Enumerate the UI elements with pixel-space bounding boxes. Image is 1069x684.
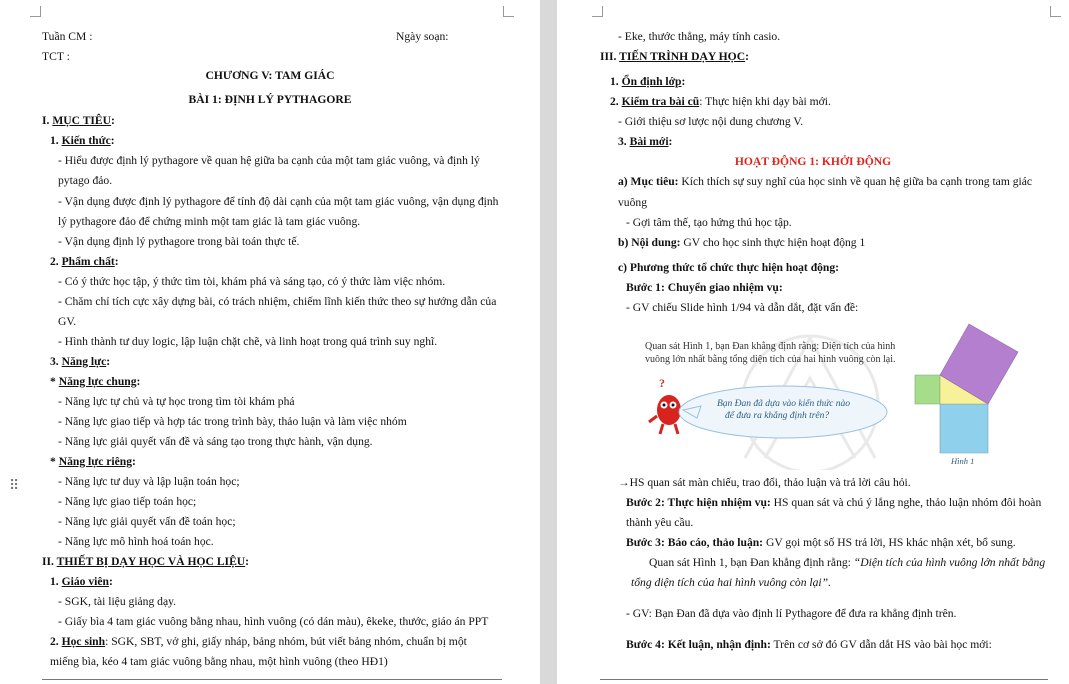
square-bottom xyxy=(940,404,988,453)
heading-nang-luc-rieng: * Năng lực riêng: xyxy=(50,455,136,468)
section-muc-tieu: I. MỤC TIÊU: xyxy=(42,114,115,127)
kien-thuc-item-2-cont: lý pythagore đảo để chứng minh một tam giác là tam giác vuông. xyxy=(58,215,361,228)
phuong-thuc-heading: c) Phương thức tổ chức thực hiện hoạt động: xyxy=(618,261,840,274)
heading-kiem-tra-bai-cu: 2. Kiểm tra bài cũ: Thực hiện khi dạy bài mới. xyxy=(610,95,831,108)
nang-luc-chung-item-3: - Năng lực giải quyết vấn đề và sáng tạo trong thực hành, vận dụng. xyxy=(58,435,373,448)
hoc-sinh-line-1: 2. Học sinh: SGK, SBT, vở ghi, giấy nháp, bảng nhóm, bút viết bảng nhóm, chuẩn bị một xyxy=(50,635,467,648)
giao-vien-item-2: - Giấy bìa 4 tam giác vuông bằng nhau, hình vuông (có dán màu), êkeke, thước, giáo án PPT xyxy=(58,615,489,628)
nang-luc-chung-item-1: - Năng lực tự chủ và tự học trong tìm tòi khám phá xyxy=(58,395,295,408)
nang-luc-chung-item-2: - Năng lực giao tiếp và hợp tác trong trình bày, thảo luận và làm việc nhóm xyxy=(58,415,407,428)
heading-pham-chat: 2. Phẩm chất: xyxy=(50,255,119,268)
figure-text-line-1: Quan sát Hình 1, bạn Đan khẳng định rằng: Diện tích của hình xyxy=(645,341,896,352)
heading-bai-moi: 3. Bài mới: xyxy=(618,135,673,148)
buoc-2-line: Bước 2: Thực hiện nhiệm vụ: HS quan sát và chú ý lắng nghe, thảo luận nhóm đôi hoàn xyxy=(626,496,1042,509)
ngay-soan-label: Ngày soạn: xyxy=(396,30,449,43)
square-left xyxy=(915,375,940,404)
heading-nang-luc-chung: * Năng lực chung: xyxy=(50,375,141,388)
muc-tieu-line-cont: vuông xyxy=(618,196,647,209)
footer-rule xyxy=(600,679,1048,680)
buoc-3-line: Bước 3: Báo cáo, thảo luận: GV gọi một số HS trả lời, HS khác nhận xét, bổ sung. xyxy=(626,536,1016,549)
gv-chieu-line: - GV chiếu Slide hình 1/94 và dẫn dắt, đặt vấn đề: xyxy=(626,301,859,314)
nang-luc-rieng-item-1: - Năng lực tư duy và lập luận toán học; xyxy=(58,475,240,488)
question-mark-text: ? xyxy=(659,376,665,390)
noi-dung-line: b) Nội dung: GV cho học sinh thực hiện hoạt động 1 xyxy=(618,236,866,249)
section-thiet-bi: II. THIẾT BỊ DẠY HỌC VÀ HỌC LIỆU: xyxy=(42,555,250,568)
buoc-3-quote-line-1: Quan sát Hình 1, bạn Đan khẳng định rằng: “Diện tích của hình vuông lớn nhất bằng xyxy=(649,556,1046,569)
buoc-3-quote-line-2: tổng diện tích của hai hình vuông còn lại”. xyxy=(631,576,831,589)
gv-note-line: - GV: Bạn Đan đã dựa vào định lí Pythagore để đưa ra khẳng định trên. xyxy=(626,607,957,620)
activity-1-title: HOẠT ĐỘNG 1: KHỞI ĐỘNG xyxy=(734,155,892,168)
kien-thuc-item-2: - Vận dụng được định lý pythagore để tính độ dài cạnh của một tam giác vuông, vận dụng định xyxy=(58,195,499,208)
giao-vien-item-1: - SGK, tài liệu giảng dạy. xyxy=(58,595,177,608)
pham-chat-item-2: - Chăm chỉ tích cực xây dựng bài, có trách nhiệm, chiếm lĩnh kiến thức theo sự hướng dẫn của xyxy=(58,295,497,308)
page-gap xyxy=(540,0,557,684)
crop-mark-top-left xyxy=(592,6,603,17)
buoc-4-line: Bước 4: Kết luận, nhận định: Trên cơ sở đó GV dẫn dắt HS vào bài học mới: xyxy=(626,638,992,651)
nang-luc-rieng-item-2: - Năng lực giao tiếp toán học; xyxy=(58,495,197,508)
heading-kien-thuc: 1. Kiến thức: xyxy=(50,134,115,147)
buoc-2-line-cont: thành yêu cầu. xyxy=(626,516,694,529)
hoc-sinh-line-2: miếng bìa, kéo 4 tam giác vuông bằng nhau, một hình vuông (theo HĐ1) xyxy=(50,655,388,668)
kien-thuc-item-3: - Vận dụng định lý pythagore trong bài toán thực tế. xyxy=(58,235,300,248)
heading-nang-luc: 3. Năng lực: xyxy=(50,355,111,368)
drag-handle-icon[interactable]: ⠿ xyxy=(9,478,20,494)
section-tien-trinh: III. TIẾN TRÌNH DẠY HỌC: xyxy=(600,50,749,63)
slide-figure xyxy=(635,318,1025,470)
figure-text-line-2: vuông lớn nhất bằng tổng diện tích của hai hình vuông còn lại. xyxy=(645,354,896,365)
hs-observe-line: →HS quan sát màn chiếu, trao đổi, thảo luận và trả lời câu hỏi. xyxy=(618,476,911,489)
tct-label: TCT : xyxy=(42,50,70,63)
heading-giao-vien: 1. Giáo viên: xyxy=(50,575,113,588)
pham-chat-item-2-cont: GV. xyxy=(58,315,77,328)
bubble-text-line-1: Bạn Đan đã dựa vào kiến thức nào xyxy=(717,399,851,409)
nang-luc-rieng-item-3: - Năng lực giải quyết vấn đề toán học; xyxy=(58,515,236,528)
nang-luc-rieng-item-4: - Năng lực mô hình hoá toán học. xyxy=(58,535,214,548)
lesson-title: BÀI 1: ĐỊNH LÝ PYTHAGORE xyxy=(188,93,352,106)
chapter-title: CHƯƠNG V: TAM GIÁC xyxy=(205,69,335,82)
kien-thuc-item-1-cont: pytago đảo. xyxy=(58,174,113,187)
figure-caption: Hình 1 xyxy=(951,456,975,466)
buoc-1-heading: Bước 1: Chuyển giao nhiệm vụ: xyxy=(626,281,783,294)
pham-chat-item-1: - Có ý thức học tập, ý thức tìm tòi, khám phá và sáng tạo, có ý thức làm việc nhóm. xyxy=(58,275,446,288)
kien-thuc-item-1: - Hiểu được định lý pythagore về quan hệ giữa ba cạnh của một tam giác vuông, và định lý xyxy=(58,154,480,167)
gioi-thieu-line: - Giới thiệu sơ lược nội dung chương V. xyxy=(618,115,804,128)
bubble-text-line-2: để đưa ra khẳng định trên? xyxy=(725,411,830,421)
crop-mark-top-left xyxy=(30,6,41,17)
crop-mark-top-right xyxy=(503,6,514,17)
goi-tam-the-line: - Gợi tâm thế, tạo hứng thú học tập. xyxy=(626,216,792,229)
pham-chat-item-3: - Hình thành tư duy logic, lập luận chặt chẽ, và linh hoạt trong quá trình suy nghĩ. xyxy=(58,335,438,348)
muc-tieu-line: a) Mục tiêu: Kích thích sự suy nghĩ của học sinh về quan hệ giữa ba cạnh trong tam giác xyxy=(618,175,1033,188)
heading-on-dinh-lop: 1. Ổn định lớp: xyxy=(610,75,686,88)
crop-mark-top-right xyxy=(1050,6,1061,17)
tuan-cm-label: Tuần CM : xyxy=(42,30,93,43)
footer-rule xyxy=(42,679,502,680)
eke-line: - Eke, thước thẳng, máy tính casio. xyxy=(618,30,781,43)
